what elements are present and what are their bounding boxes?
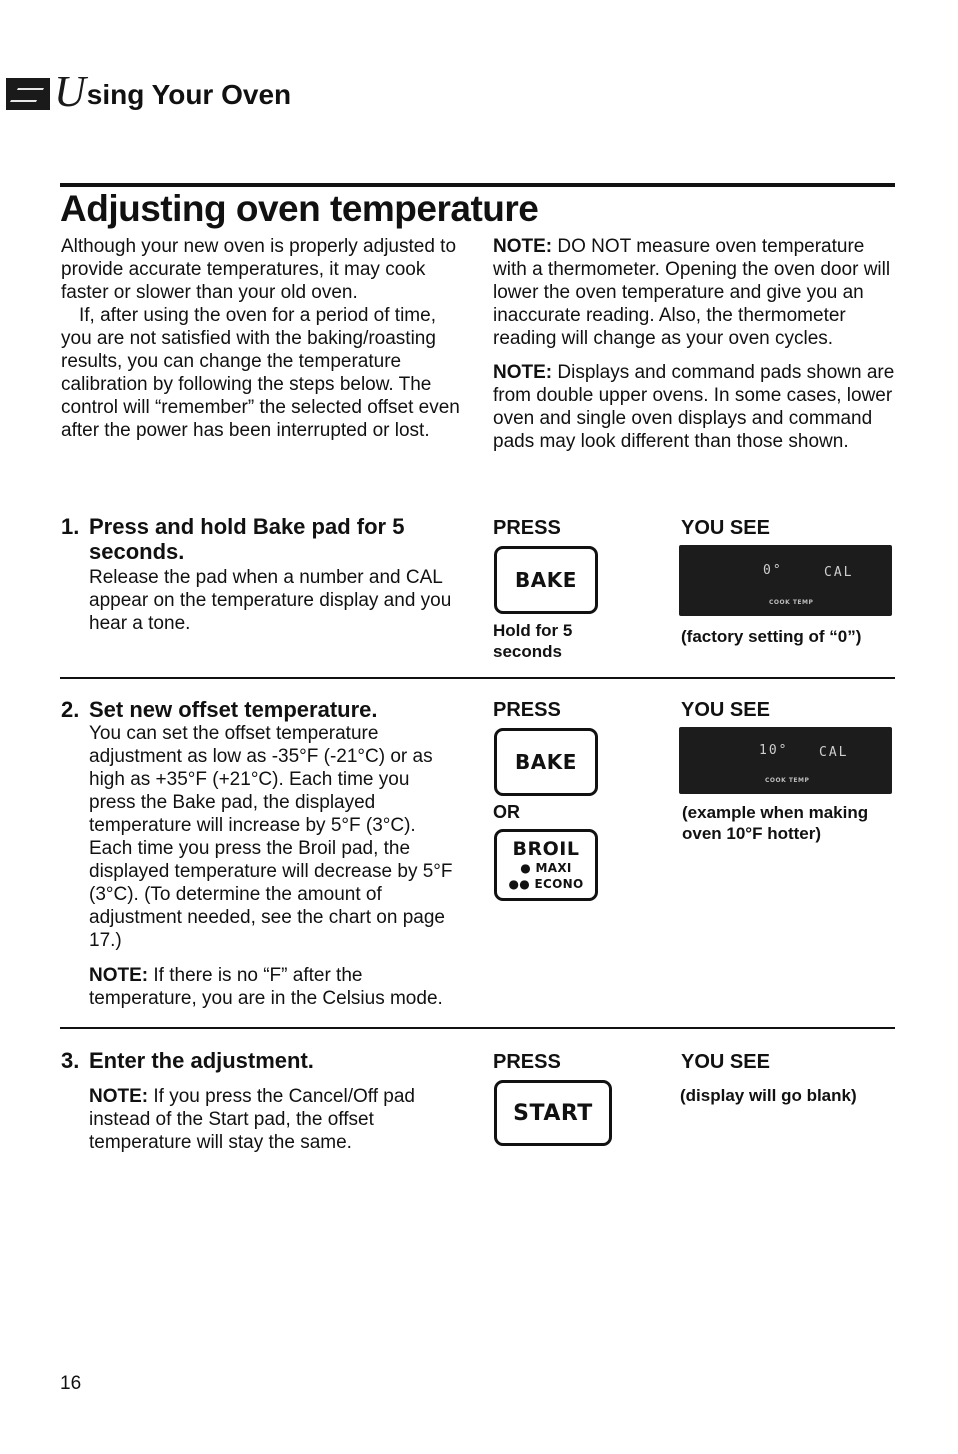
- press-label: PRESS: [493, 699, 561, 721]
- note-text: If there is no “F” after the temperature, you are in the Celsius mode.: [89, 965, 443, 1009]
- step-heading: Enter the adjustment.: [89, 1048, 314, 1073]
- pad-label: BROIL: [512, 838, 580, 860]
- note-label: NOTE:: [89, 1086, 149, 1107]
- you-see-label: YOU SEE: [681, 1051, 770, 1073]
- step-number: 2.: [61, 697, 80, 722]
- step-heading: Set new offset temperature.: [89, 697, 378, 722]
- section-title: sing Your Oven: [86, 79, 292, 110]
- display-sublabel: COOK TEMP: [769, 599, 814, 606]
- note-text: If you press the Cancel/Off pad instead of the Start pad, the offset temperature will stay the same.: [89, 1086, 415, 1153]
- pad-sublabel-econo: ●● ECONO: [508, 877, 584, 891]
- you-see-label: YOU SEE: [681, 699, 770, 721]
- display-caption: (example when making oven 10°F hotter): [682, 803, 869, 843]
- intro-paragraph-1: Although your new oven is properly adjusted to provide accurate temperatures, it may cook faster or slower than your old oven.: [61, 236, 457, 303]
- display-sublabel: COOK TEMP: [765, 777, 810, 784]
- bake-pad-button[interactable]: [494, 546, 598, 614]
- press-label: PRESS: [493, 1051, 561, 1073]
- step-3: [61, 1048, 459, 1154]
- bake-pad-button[interactable]: [494, 728, 598, 796]
- display-temperature: 10°: [759, 743, 789, 758]
- display-mode: CAL: [819, 745, 849, 760]
- step-1: [61, 514, 459, 635]
- step-note: [89, 964, 459, 1010]
- pad-caption: Hold for 5 seconds: [493, 621, 573, 661]
- step-divider: [60, 1027, 895, 1029]
- display-caption: (factory setting of “0”): [681, 627, 862, 646]
- note-text: Displays and command pads shown are from double upper ovens. In some cases, lower oven and single oven displays and command pads may look different than those shown.: [493, 362, 895, 452]
- intro-note-1: [493, 235, 898, 350]
- step-number: 3.: [61, 1048, 80, 1073]
- temperature-display: [679, 545, 892, 616]
- intro-note-2: [493, 361, 898, 453]
- note-label: NOTE:: [493, 236, 553, 257]
- section-header: [6, 60, 292, 116]
- or-label: OR: [493, 802, 520, 822]
- step-number: 1.: [61, 514, 80, 539]
- intro-right-column: [493, 235, 898, 464]
- you-see-label: YOU SEE: [681, 517, 770, 539]
- intro-left-column: [61, 235, 461, 442]
- pad-sublabel-maxi: ● MAXI: [520, 861, 572, 875]
- intro-paragraph-2: If, after using the oven for a period of time, you are not satisfied with the baking/roasting results, you can change the temperature calibration by following the steps below. The control will “remember” the selected offset even after the power has been interrupted or lost.: [61, 305, 460, 441]
- temperature-display: [679, 727, 892, 794]
- page-title: Adjusting oven temperature: [60, 188, 539, 229]
- pad-label: BAKE: [515, 750, 577, 774]
- press-label: PRESS: [493, 517, 561, 539]
- note-label: NOTE:: [493, 362, 553, 383]
- step-body: You can set the offset temperature adjustment as low as -35°F (-21°C) or as high as +35°F (+21°C). Each time you press the Bake pad, the displayed temperature will increase by 5°F (3°C). Each time you press the Broil pad, the displayed temperature will decrease by 5°F (3°C). (To determine the amount of adjustment needed, see the chart on page 17.): [89, 723, 453, 951]
- step-divider: [60, 677, 895, 679]
- step-heading: Press and hold Bake pad for 5 seconds.: [89, 514, 405, 564]
- step-body: Release the pad when a number and CAL appear on the temperature display and you hear a tone.: [89, 567, 452, 634]
- start-pad-button[interactable]: [494, 1080, 612, 1146]
- pad-label: START: [513, 1100, 593, 1126]
- display-mode: CAL: [824, 565, 854, 580]
- page-number: 16: [60, 1373, 82, 1394]
- broil-pad-button[interactable]: [494, 829, 598, 901]
- section-dropcap: U: [54, 67, 86, 116]
- section-logo-icon: [6, 78, 50, 110]
- note-text: DO NOT measure oven temperature with a thermometer. Opening the oven door will lower the oven temperature and give you an inaccurate reading. Also, the thermometer reading will change as your oven cycles.: [493, 236, 891, 349]
- pad-label: BAKE: [515, 568, 577, 592]
- display-temperature: 0°: [763, 563, 783, 578]
- step-2: [61, 697, 459, 1010]
- step-note: [89, 1085, 459, 1154]
- display-caption: (display will go blank): [680, 1086, 857, 1105]
- note-label: NOTE:: [89, 965, 149, 986]
